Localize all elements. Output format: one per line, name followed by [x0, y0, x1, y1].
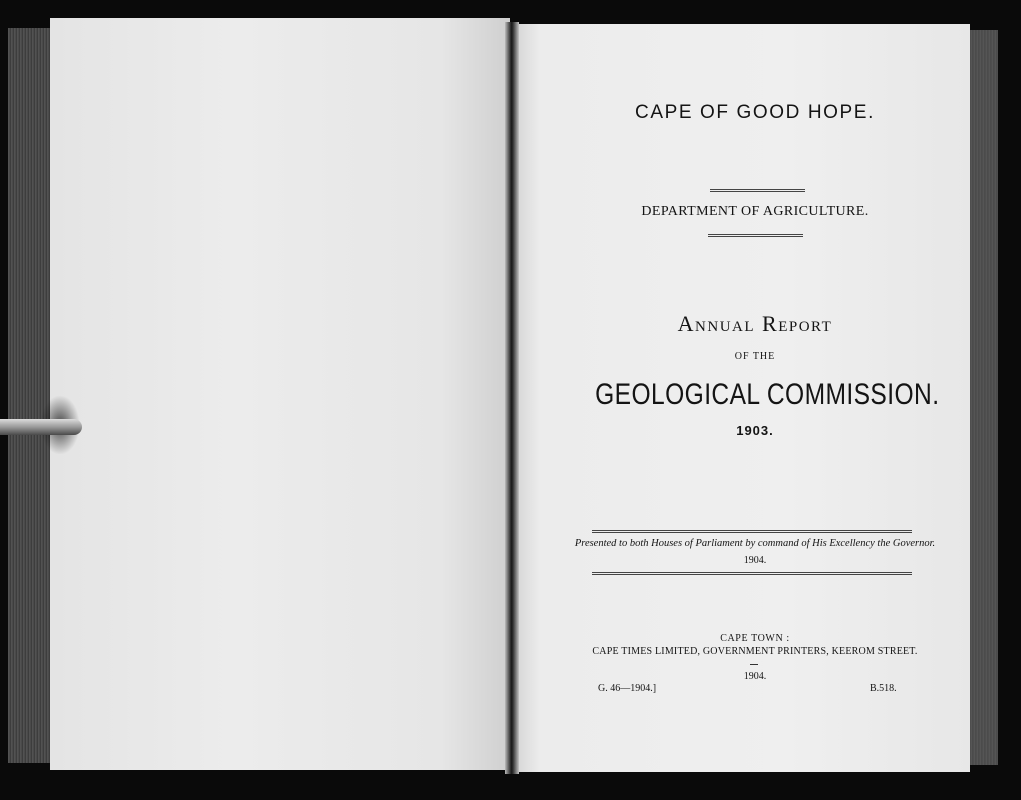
- presented-rule-top: [592, 530, 912, 533]
- imprint-dash: [750, 664, 758, 665]
- document-reference: G. 46—1904.]: [598, 683, 657, 694]
- divider-top: [710, 189, 805, 192]
- report-title: Annual Report: [677, 311, 833, 336]
- presented-year: 1904.: [743, 555, 767, 566]
- printing-reference: B.518.: [870, 683, 897, 694]
- bookmark-pin: [0, 419, 82, 435]
- left-page-blank: [50, 18, 510, 770]
- imprint-place: CAPE TOWN :: [720, 633, 790, 644]
- divider-bottom: [708, 234, 803, 237]
- report-year: 1903.: [736, 423, 774, 438]
- imprint-printer: CAPE TIMES LIMITED, GOVERNMENT PRINTERS, KEEROM STREET.: [592, 646, 918, 657]
- presented-line: Presented to both Houses of Parliament by command of His Excellency the Governor.: [574, 538, 936, 549]
- commission-name: GEOLOGICAL COMMISSION.: [595, 378, 940, 411]
- presented-rule-bottom: [592, 572, 912, 575]
- imprint-year: 1904.: [743, 671, 767, 682]
- colony-heading: CAPE OF GOOD HOPE.: [635, 102, 875, 123]
- book-gutter: [505, 22, 519, 774]
- title-connector: OF THE: [734, 351, 776, 362]
- department-heading: DEPARTMENT OF AGRICULTURE.: [641, 204, 869, 219]
